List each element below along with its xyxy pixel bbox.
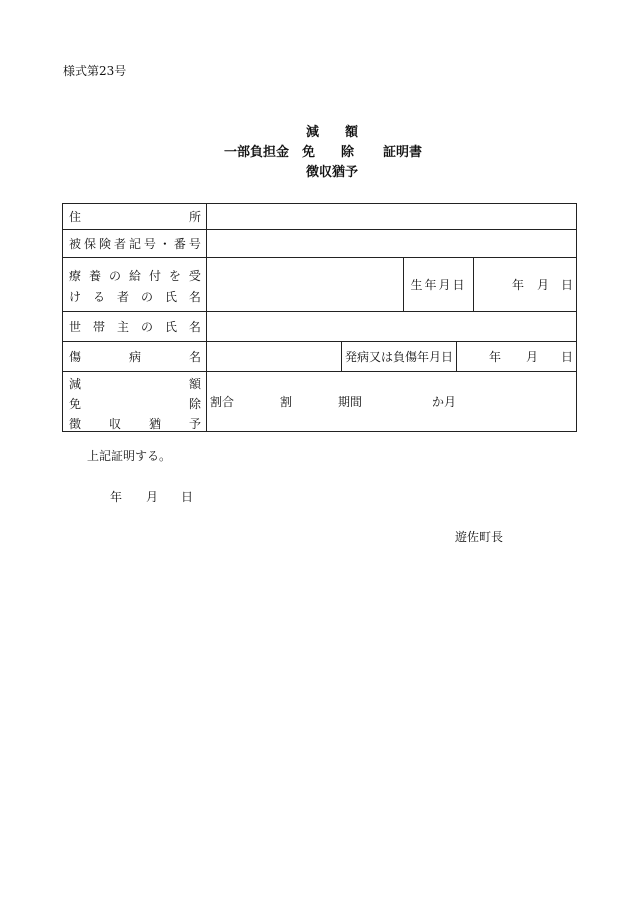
onset-day-unit: 日	[561, 350, 574, 364]
label-char: 所	[188, 210, 201, 224]
onset-date-label: 発病又は負傷年月日	[344, 350, 453, 364]
ratio-label: 割合	[210, 395, 235, 409]
title-line-deferral: 徴収猶予	[306, 165, 359, 180]
issuer-mayor: 遊佐町長	[455, 530, 504, 544]
label-char: 氏	[164, 290, 177, 304]
label-char: 給	[128, 269, 141, 283]
label-char: 世	[69, 320, 82, 334]
address-field[interactable]	[207, 205, 575, 229]
ratio-unit: 割	[280, 395, 293, 409]
label-char: 記	[128, 237, 141, 251]
label-char: 名	[188, 290, 201, 304]
label-char: の	[140, 290, 153, 304]
birth-date-field[interactable]	[474, 258, 576, 311]
period-unit: か月	[432, 395, 457, 409]
label-char: 予	[188, 417, 201, 431]
period-label: 期間	[338, 395, 363, 409]
label-char: ・	[158, 237, 171, 251]
label-char: 養	[88, 269, 101, 283]
label-char: 者	[113, 237, 126, 251]
recipient-label-line2	[69, 288, 201, 305]
label-char: 収	[108, 417, 121, 431]
insured-number-field[interactable]	[207, 230, 575, 257]
label-char: 名	[188, 350, 201, 364]
label-char: 除	[188, 397, 201, 411]
birth-month-unit: 月	[537, 278, 550, 292]
label-char: 療	[69, 269, 82, 283]
recipient-name-field[interactable]	[207, 258, 403, 311]
label-char: 減	[69, 377, 82, 391]
reduction-detail-field[interactable]	[207, 372, 575, 431]
reduction-label-line1	[69, 375, 201, 392]
label-char: 氏	[164, 320, 177, 334]
insured-number-label	[69, 230, 201, 257]
label-char: の	[108, 269, 121, 283]
onset-date-field[interactable]	[457, 342, 576, 371]
label-char: を	[168, 269, 181, 283]
issue-day-unit: 日	[181, 490, 194, 504]
label-char: 付	[148, 269, 161, 283]
label-char: 免	[69, 397, 82, 411]
birth-date-label: 生年月日	[410, 278, 467, 292]
label-char: 被	[69, 237, 82, 251]
label-char: 額	[188, 377, 201, 391]
issue-year-unit: 年	[110, 490, 123, 504]
issue-month-unit: 月	[146, 490, 159, 504]
label-char: る	[92, 290, 105, 304]
householder-label	[69, 312, 201, 341]
label-char: 受	[188, 269, 201, 283]
householder-name-field[interactable]	[207, 312, 575, 341]
label-char: の	[140, 320, 153, 334]
certificate-form-table	[62, 203, 577, 432]
onset-year-unit: 年	[489, 350, 502, 364]
label-char: 猶	[148, 417, 161, 431]
title-certificate: 証明書	[383, 145, 423, 160]
label-char: 番	[173, 237, 186, 251]
label-char: 号	[188, 237, 201, 251]
label-char: 名	[188, 320, 201, 334]
address-label	[69, 204, 201, 229]
label-char: 帯	[92, 320, 105, 334]
label-char: け	[69, 290, 82, 304]
form-number: 様式第23号	[63, 64, 127, 78]
birth-day-unit: 日	[561, 278, 574, 292]
recipient-label-line1	[69, 267, 201, 284]
injury-name-field[interactable]	[207, 342, 341, 371]
injury-label	[69, 342, 201, 371]
onset-month-unit: 月	[526, 350, 539, 364]
label-char: 主	[116, 320, 129, 334]
reduction-label-line2	[69, 395, 201, 412]
label-char: 傷	[69, 350, 82, 364]
label-char: 保	[83, 237, 96, 251]
reduction-label-line3	[69, 415, 201, 432]
label-char: 者	[116, 290, 129, 304]
birth-year-unit: 年	[512, 278, 525, 292]
label-char: 徴	[69, 417, 82, 431]
label-char: 険	[98, 237, 111, 251]
label-char: 号	[143, 237, 156, 251]
certification-statement: 上記証明する。	[87, 449, 172, 463]
title-line-exemption: 一部負担金 免 除	[224, 145, 355, 160]
label-char: 住	[69, 210, 82, 224]
title-line-reduction: 減 額	[306, 125, 359, 140]
label-char: 病	[128, 350, 141, 364]
